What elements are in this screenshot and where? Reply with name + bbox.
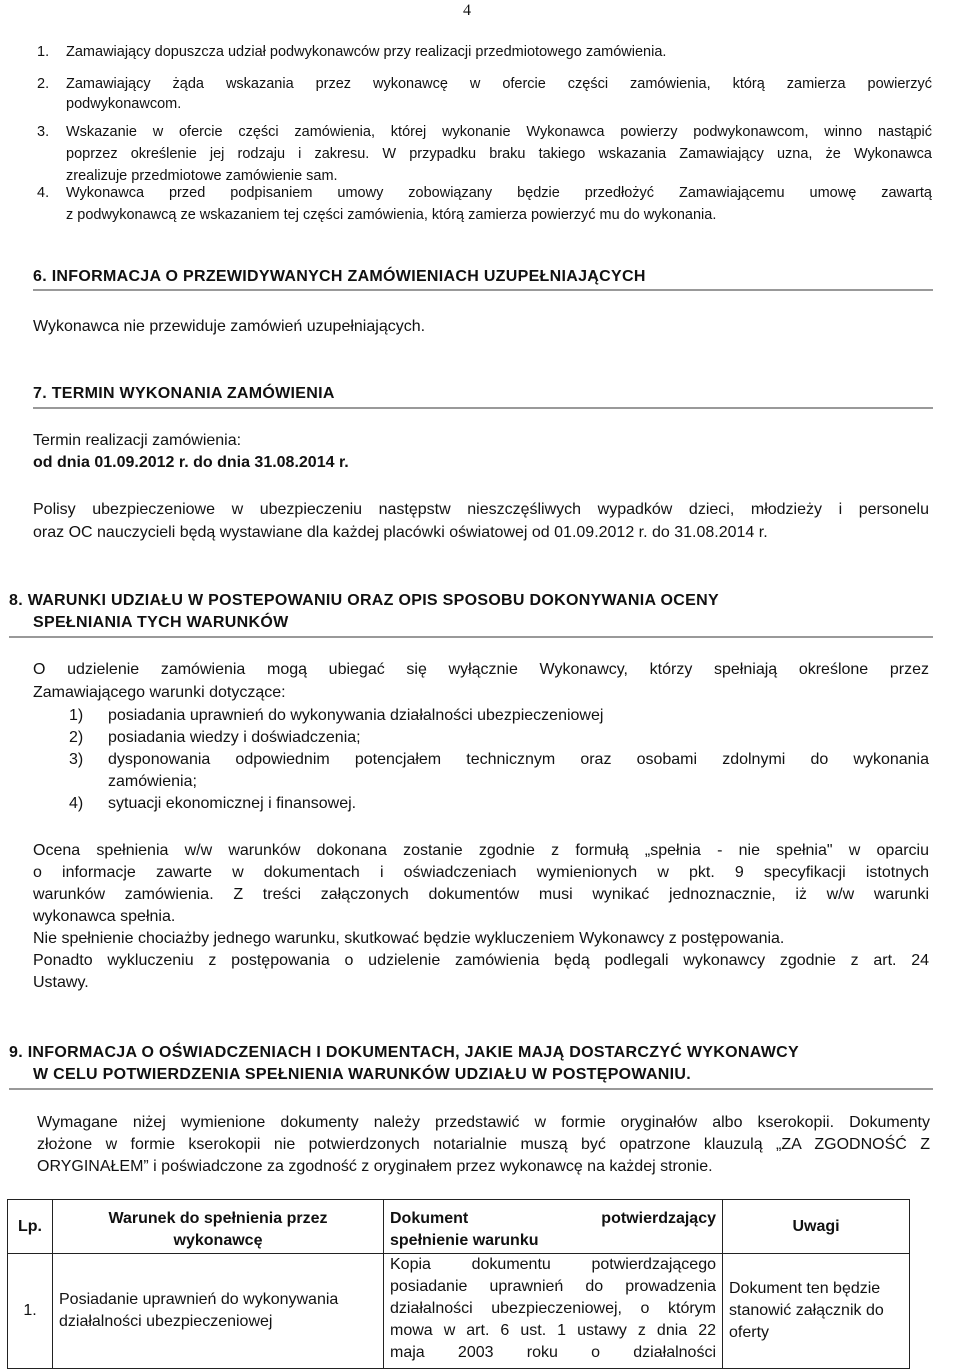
list-text: z podwykonawcą ze wskazaniem tej części zamówienia, którą zamierza powierzyć mu do wykonania.	[66, 207, 717, 223]
cell-line: maja 2003 roku o działalności	[390, 1344, 716, 1361]
section-9-rule	[9, 1088, 933, 1090]
paragraph-line: Nie spełnienie chociażby jednego warunku, skutkować będzie wykluczeniem Wykonawcy z postępowania.	[33, 930, 785, 947]
list-number: 2.	[37, 76, 50, 92]
section-6-rule	[33, 289, 933, 291]
table-row	[8, 1254, 910, 1369]
list-number: 3.	[37, 124, 50, 140]
list-number: 2)	[69, 729, 84, 746]
section-8-heading-cont: SPEŁNIANIA TYCH WARUNKÓW	[33, 614, 289, 631]
table-header-row	[8, 1200, 910, 1254]
term-label: Termin realizacji zamówienia:	[33, 432, 242, 449]
list-number: 1.	[37, 44, 50, 60]
list-number: 1)	[69, 707, 84, 724]
cell-dokument	[384, 1254, 723, 1369]
documents-paragraph	[37, 1112, 930, 1178]
list-text: zrealizuje przedmiotowe zamówienie sam.	[66, 168, 338, 184]
section-9-heading: 9. INFORMACJA O OŚWIADCZENIACH I DOKUMENTACH, JAKIE MAJĄ DOSTARCZYĆ WYKONAWCY	[9, 1044, 799, 1061]
cell-line: działalności ubezpieczeniowej	[59, 1313, 273, 1330]
list-text: Wykonawca przed podpisaniem umowy zobowiązany będzie przedłożyć Zamawiającemu umowę zawartą	[66, 185, 932, 201]
list-text: Zamawiający żąda wskazania przez wykonawcę w ofercie części zamówienia, którą zamierza powierzyć	[66, 76, 932, 92]
header-line: spełnienie warunku	[390, 1232, 539, 1249]
page-number: 4	[463, 2, 471, 19]
list-number: 4)	[69, 795, 84, 812]
header-uwagi	[723, 1200, 910, 1254]
paragraph-line: Wymagane niżej wymienione dokumenty należy przedstawić w formie oryginałów albo kserokopii. Dokumenty	[37, 1114, 930, 1131]
header-line: Dokument potwierdzający	[390, 1210, 716, 1227]
section-6-text: Wykonawca nie przewiduje zamówień uzupełniających.	[33, 318, 426, 335]
paragraph-line: Ponadto wykluczeniu z postępowania o udzielenie zamówienia będą podlegali wykonawcy zgodnie z art. 24	[33, 952, 929, 969]
term-dates: od dnia 01.09.2012 r. do dnia 31.08.2014 r.	[33, 454, 349, 471]
paragraph-line: o informacje zawarte w dokumentach i oświadczeniach wymienionych w pkt. 9 specyfikacji istotnych	[33, 864, 929, 881]
insurance-text: oraz OC nauczycieli będą wystawiane dla każdej placówki oświatowej od 01.09.2012 r. do 31.08.2014 r.	[33, 524, 768, 541]
cell-line: Dokument ten będzie	[729, 1280, 881, 1297]
list-number: 4.	[37, 185, 50, 201]
conditions-intro: Zamawiającego warunki dotyczące:	[33, 684, 286, 701]
section-7-rule	[33, 407, 933, 409]
cell-warunek	[53, 1254, 384, 1369]
header-lp	[8, 1200, 53, 1254]
assessment-paragraph	[33, 840, 929, 994]
list-number: 3)	[69, 751, 84, 768]
paragraph-line: ORYGINAŁEM” i poświadczone za zgodność z oryginałem przez wykonawcę na każdej stronie.	[37, 1158, 713, 1175]
header-lp-text: Lp.	[18, 1217, 42, 1235]
cell-line: mowa w art. 6 ust. 1 ustawy z dnia 22	[390, 1322, 716, 1339]
list-text: sytuacji ekonomicznej i finansowej.	[108, 795, 357, 812]
list-text: Zamawiający dopuszcza udział podwykonawców przy realizacji przedmiotowego zamówienia.	[66, 44, 667, 60]
cell-line: posiadanie uprawnień do prowadzenia	[390, 1278, 716, 1295]
cell-line: działalności ubezpieczeniowej, o którym	[390, 1300, 716, 1317]
paragraph-line: wykonawca spełnia.	[33, 908, 176, 925]
section-8-rule	[9, 636, 933, 638]
header-warunek	[53, 1200, 384, 1254]
list-text: zamówienia;	[108, 773, 197, 790]
section-6-heading: 6. INFORMACJA O PRZEWIDYWANYCH ZAMÓWIENIACH UZUPEŁNIAJĄCYCH	[33, 268, 646, 285]
section-8-heading: 8. WARUNKI UDZIAŁU W POSTEPOWANIU ORAZ OPIS SPOSOBU DOKONYWANIA OCENY	[9, 592, 719, 609]
header-line: Warunek do spełnienia przez	[108, 1210, 328, 1227]
header-uwagi-text: Uwagi	[792, 1217, 840, 1235]
cell-lp-text: 1.	[23, 1302, 37, 1319]
list-text: posiadania wiedzy i doświadczenia;	[108, 729, 361, 746]
paragraph-line: warunków zamówienia. Z treści załączonych dokumentów musi wynikać jednoznacznie, iż w/w warunki	[33, 886, 929, 903]
paragraph-line: Ustawy.	[33, 974, 89, 991]
documents-table	[7, 1199, 910, 1369]
insurance-text: Polisy ubezpieczeniowe w ubezpieczeniu następstw nieszczęśliwych wypadków dzieci, młodzieży i personelu	[33, 501, 929, 518]
list-text: podwykonawcom.	[66, 96, 182, 112]
header-line: wykonawcę	[173, 1232, 263, 1249]
list-text: poprzez określenie jej rodzaju i zakresu. W przypadku braku takiego wskazania Zamawiający uzna, że Wykonawca	[66, 146, 932, 162]
section-7-heading: 7. TERMIN WYKONANIA ZAMÓWIENIA	[33, 385, 335, 402]
cell-uwagi	[723, 1254, 910, 1369]
cell-line: Posiadanie uprawnień do wykonywania	[59, 1291, 339, 1308]
cell-line: Kopia dokumentu potwierdzającego	[390, 1256, 716, 1273]
section-9-heading-cont: W CELU POTWIERDZENIA SPEŁNIENIA WARUNKÓW UDZIAŁU W POSTĘPOWANIU.	[33, 1066, 691, 1083]
header-dokument	[384, 1200, 723, 1254]
cell-line: oferty	[729, 1324, 770, 1341]
paragraph-line: Ocena spełnienia w/w warunków dokonana zostanie zgodnie z formułą „spełnia - nie spełnia" w oparciu	[33, 842, 929, 859]
list-text: Wskazanie w ofercie części zamówienia, której wykonanie Wykonawca powierzy podwykonawcom, winno nastąpić	[66, 124, 932, 140]
cell-lp	[8, 1254, 53, 1369]
list-text: dysponowania odpowiednim potencjałem technicznym oraz osobami zdolnymi do wykonania	[108, 751, 929, 768]
paragraph-line: złożone w formie kserokopii nie potwierdzonych notarialnie muszą być opatrzone klauzulą „ZA ZGODNOŚĆ Z	[37, 1136, 930, 1153]
conditions-intro: O udzielenie zamówienia mogą ubiegać się wyłącznie Wykonawcy, którzy spełniają określone przez	[33, 661, 929, 678]
list-text: posiadania uprawnień do wykonywania działalności ubezpieczeniowej	[108, 707, 604, 724]
cell-line: stanowić załącznik do	[729, 1302, 884, 1319]
